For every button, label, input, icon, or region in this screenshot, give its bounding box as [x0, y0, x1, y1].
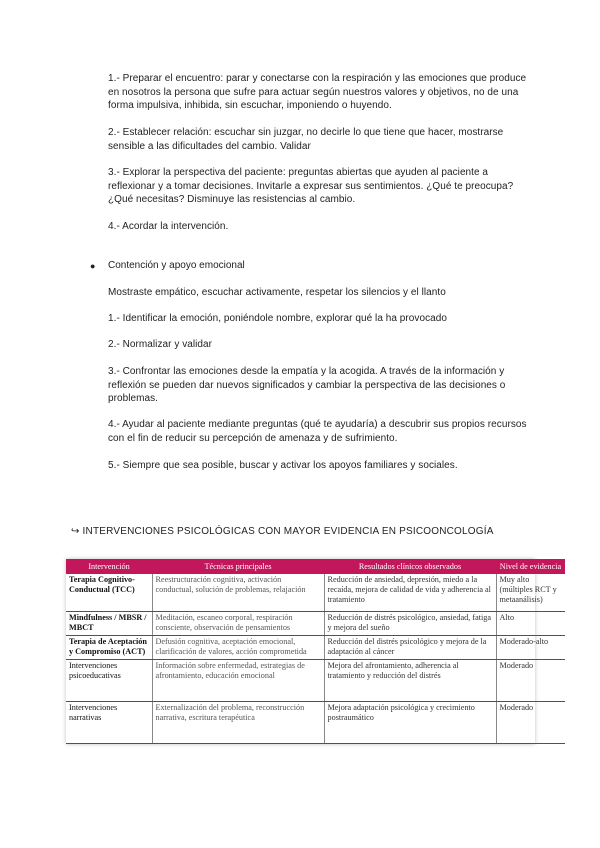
cell-intervention: Terapia de Aceptación y Compromiso (ACT) — [66, 635, 152, 659]
step-prepare: 1.- Preparar el encuentro: parar y conectarse con la respiración y las emociones que produce en nosotros la persona que sufre para actuar según nuestros valores y objetivos, no de una forma impulsiva, inhibida, sin escuchar, imponiendo o huyendo. — [108, 73, 527, 111]
section-title: ↪ INTERVENCIONES PSICOLÓGICAS CON MAYOR EVIDENCIA EN PSICOONCOLOGÍA — [71, 526, 494, 537]
evidence-table-wrapper — [66, 559, 562, 744]
step-confront: 3.- Confrontar las emociones desde la empatía y la acogida. A través de la información y reflexión se pueden dar nuevos significados y cambiar la perspectiva de las decisiones o problemas. — [108, 366, 506, 404]
cell-results: Mejora del afrontamiento, adherencia al tratamiento y reducción del distrés — [324, 659, 496, 701]
step-normalize: 2.- Normalizar y validar — [108, 339, 213, 350]
step-support: 5.- Siempre que sea posible, buscar y activar los apoyos familiares y sociales. — [108, 460, 458, 471]
table-row — [66, 611, 565, 635]
table-row — [66, 574, 565, 611]
cell-results: Reducción del distrés psicológico y mejora de la adaptación al cáncer — [324, 635, 496, 659]
cell-results: Mejora adaptación psicológica y crecimiento postraumático — [324, 701, 496, 743]
step-identify: 1.- Identificar la emoción, poniéndole nombre, explorar qué la ha provocado — [108, 313, 447, 324]
step-explore: 3.- Explorar la perspectiva del paciente: preguntas abiertas que ayuden al paciente a reflexionar y a tomar decisiones. Invitarle a expresar sus sentimientos. ¿Qué te preocupa? ¿Qué necesitas? Disminuye las resistencias al cambio. — [108, 167, 514, 205]
evidence-table — [66, 559, 565, 744]
table-header-row — [66, 559, 565, 574]
cell-techniques: Externalización del problema, reconstrucción narrativa, escritura terapéutica — [152, 701, 324, 743]
header-evidence: Nivel de evidencia — [496, 559, 565, 574]
step-help: 4.- Ayudar al paciente mediante preguntas (qué te ayudaría) a descubrir sus propios recursos con el fin de reducir su percepción de amenaza y de sufrimiento. — [108, 419, 527, 444]
step-agree: 4.- Acordar la intervención. — [108, 221, 229, 232]
bullet-item — [90, 260, 245, 271]
cell-intervention: Intervenciones psicoeducativas — [66, 659, 152, 701]
table-row — [66, 701, 565, 743]
cell-techniques: Reestructuración cognitiva, activación conductual, solución de problemas, relajación — [152, 574, 324, 611]
cell-evidence: Moderado-alto — [496, 635, 565, 659]
header-techniques: Técnicas principales — [152, 559, 324, 574]
bullet-icon: ● — [90, 260, 96, 271]
cell-evidence: Muy alto (múltiples RCT y metaanálisis) — [496, 574, 565, 611]
cell-results: Reducción de ansiedad, depresión, miedo a la recaída, mejora de calidad de vida y adherencia al tratamiento — [324, 574, 496, 611]
header-results: Resultados clínicos observados — [324, 559, 496, 574]
table-row — [66, 635, 565, 659]
cell-intervention: Mindfulness / MBSR / MBCT — [66, 611, 152, 635]
bullet-title: Contención y apoyo emocional — [108, 260, 245, 271]
intro-text: Mostraste empático, escuchar activamente, respetar los silencios y el llanto — [108, 287, 446, 298]
cell-intervention: Intervenciones narrativas — [66, 701, 152, 743]
cell-evidence: Alto — [496, 611, 565, 635]
cell-evidence: Moderado — [496, 659, 565, 701]
cell-results: Reducción de distrés psicológico, ansiedad, fatiga y mejora del sueño — [324, 611, 496, 635]
cell-techniques: Información sobre enfermedad, estrategias de afrontamiento, educación emocional — [152, 659, 324, 701]
header-intervention: Intervención — [66, 559, 152, 574]
cell-evidence: Moderado — [496, 701, 565, 743]
cell-techniques: Meditación, escaneo corporal, respiración consciente, observación de pensamientos — [152, 611, 324, 635]
cell-techniques: Defusión cognitiva, aceptación emocional, clarificación de valores, acción comprometida — [152, 635, 324, 659]
step-relationship: 2.- Establecer relación: escuchar sin juzgar, no decirle lo que tiene que hacer, mostrarse sensible a las dificultades del cambio. Validar — [108, 127, 504, 152]
table-row — [66, 659, 565, 701]
cell-intervention: Terapia Cognitivo-Conductual (TCC) — [66, 574, 152, 611]
